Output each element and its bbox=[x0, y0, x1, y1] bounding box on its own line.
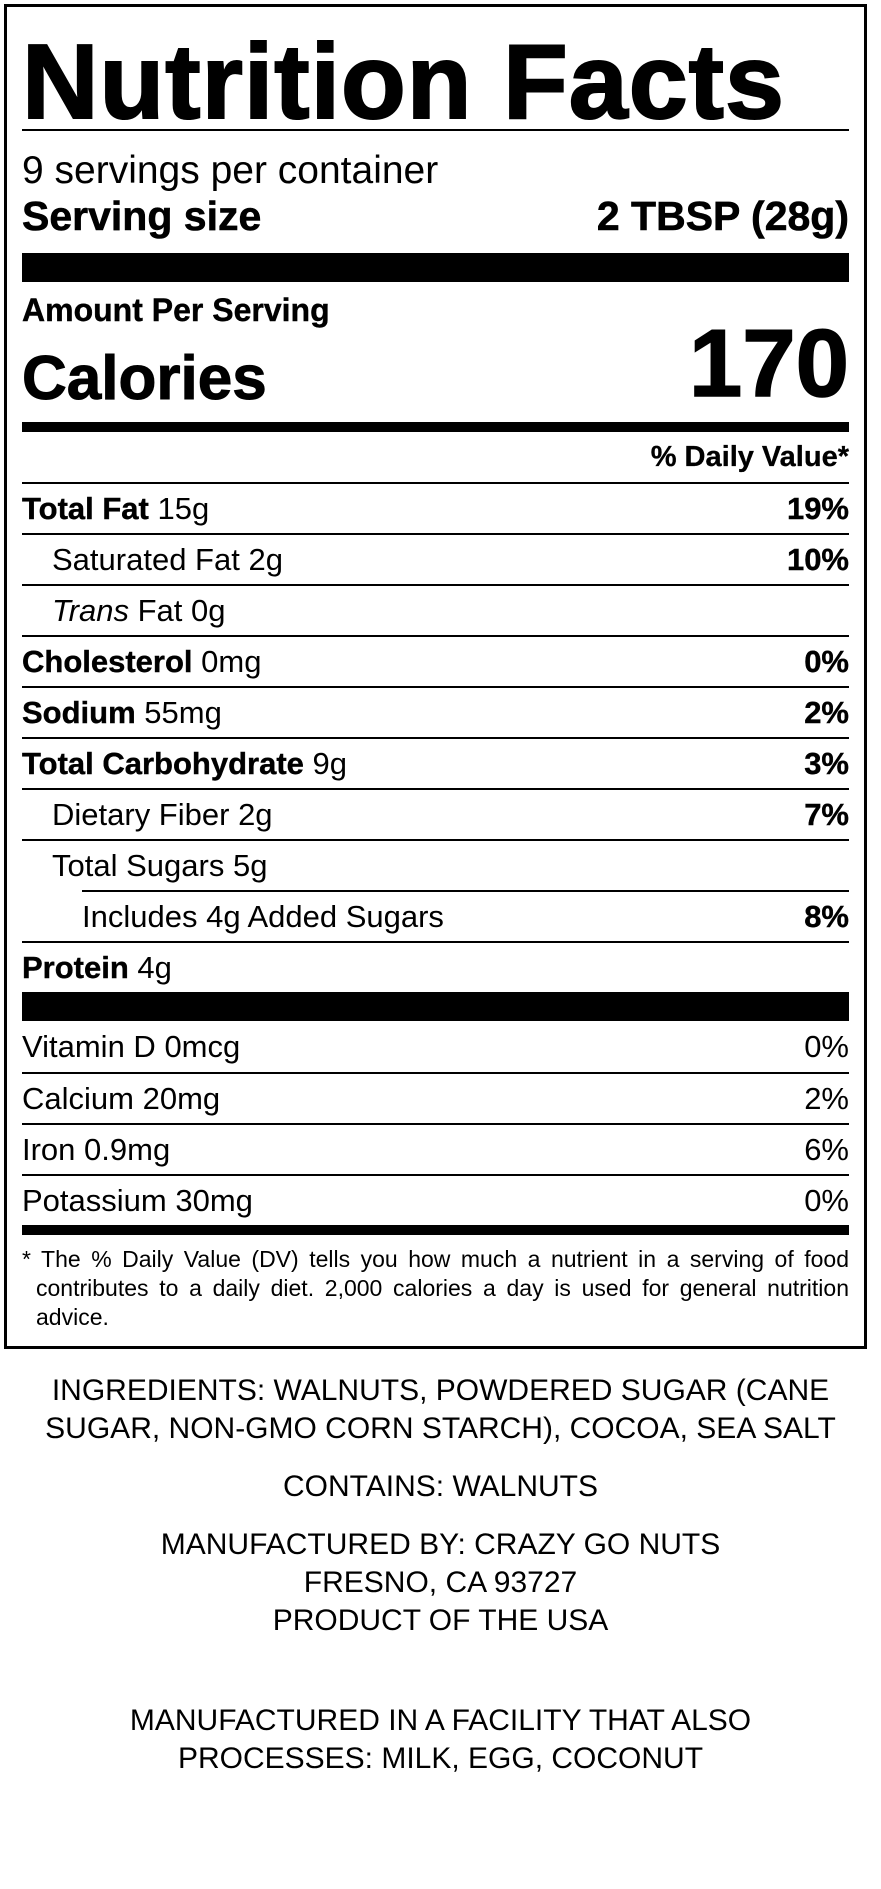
nutrient-name: Total Carbohydrate bbox=[22, 745, 304, 781]
nutrient-dv: 10% bbox=[786, 541, 849, 577]
vitamin-name: Iron bbox=[22, 1131, 76, 1167]
nutrient-name-suffix: Fat bbox=[137, 592, 183, 628]
nutrient-name: Includes 4g Added Sugars bbox=[82, 898, 444, 934]
nutrient-amount: 4g bbox=[137, 949, 172, 985]
nutrient-amount: 55mg bbox=[144, 694, 222, 730]
nutrient-dv: 2% bbox=[804, 694, 849, 730]
nutrient-name: Protein bbox=[22, 949, 129, 985]
facility-line-1: MANUFACTURED IN A FACILITY THAT ALSO bbox=[129, 1704, 752, 1737]
nutrient-name: Total Sugars bbox=[52, 847, 225, 883]
nutrient-dv: 0% bbox=[804, 643, 849, 679]
medium-divider bbox=[22, 422, 849, 432]
nutrient-name: Saturated Fat bbox=[52, 541, 240, 577]
nutrient-amount: 15g bbox=[157, 490, 210, 526]
thick-divider bbox=[22, 992, 849, 1021]
vitamin-amount: 20mg bbox=[142, 1080, 221, 1116]
nutrient-row-dietary-fiber bbox=[22, 788, 849, 839]
serving-size-value: 2 TBSP (28g) bbox=[596, 193, 849, 239]
nutrient-amount: 5g bbox=[232, 847, 268, 883]
daily-value-header: % Daily Value* bbox=[650, 441, 849, 473]
nutrient-row-total-sugars bbox=[22, 839, 849, 890]
calories-label: Calories bbox=[22, 344, 267, 413]
nutrient-row-protein bbox=[22, 941, 849, 992]
nutrient-row-cholesterol bbox=[22, 635, 849, 686]
vitamin-amount: 30mg bbox=[175, 1182, 253, 1218]
nutrient-row-trans-fat bbox=[22, 584, 849, 635]
vitamin-name: Vitamin D bbox=[22, 1028, 156, 1064]
vitamin-dv: 2% bbox=[804, 1080, 849, 1116]
nutrient-dv: 3% bbox=[804, 745, 849, 781]
nutrient-row-sodium bbox=[22, 686, 849, 737]
panel-title: Nutrition Facts bbox=[22, 23, 785, 141]
manufacturer-block bbox=[0, 1526, 881, 1640]
vitamin-amount: 0.9mg bbox=[84, 1131, 171, 1167]
vitamins-section bbox=[22, 1021, 849, 1225]
vitamin-row-iron bbox=[22, 1123, 849, 1174]
vitamin-name: Potassium bbox=[22, 1182, 167, 1218]
country-of-origin: PRODUCT OF THE USA bbox=[272, 1604, 609, 1637]
nutrient-row-total-carbohydrate bbox=[22, 737, 849, 788]
nutrient-name: Total Fat bbox=[22, 490, 149, 526]
vitamin-name: Calcium bbox=[22, 1080, 134, 1116]
servings-per-container: 9 servings per container bbox=[22, 149, 439, 192]
facility-statement bbox=[0, 1702, 881, 1778]
vitamin-amount: 0mcg bbox=[164, 1028, 241, 1064]
package-text bbox=[0, 1372, 881, 1778]
nutrient-name: Trans bbox=[52, 592, 129, 628]
medium-divider bbox=[22, 1225, 849, 1235]
nutrient-name: Dietary Fiber bbox=[52, 796, 230, 832]
vitamin-row-vitamin-d bbox=[22, 1021, 849, 1072]
serving-size-label: Serving size bbox=[22, 193, 262, 239]
nutrient-amount: 2g bbox=[238, 796, 273, 832]
nutrient-row-saturated-fat bbox=[22, 533, 849, 584]
vitamin-row-potassium bbox=[22, 1174, 849, 1225]
thick-divider bbox=[22, 253, 849, 282]
vitamin-dv: 6% bbox=[804, 1131, 849, 1167]
nutrient-amount: 0g bbox=[191, 592, 226, 628]
nutrient-amount: 2g bbox=[248, 541, 283, 577]
ingredients-text: INGREDIENTS: WALNUTS, POWDERED SUGAR (CANE SUGAR, NON-GMO CORN STARCH), COCOA, SEA SALT bbox=[45, 1374, 836, 1445]
nutrient-name: Sodium bbox=[22, 694, 136, 730]
daily-value-footnote: * The % Daily Value (DV) tells you how much a nutrient in a serving of food contributes to a daily diet. 2,000 calories a day is used for general nutrition advice. bbox=[22, 1246, 849, 1330]
manufacturer-name: MANUFACTURED BY: CRAZY GO NUTS bbox=[160, 1528, 721, 1561]
nutrient-row-added-sugars bbox=[82, 890, 849, 941]
vitamin-row-calcium bbox=[22, 1072, 849, 1123]
calories-value: 170 bbox=[688, 310, 849, 417]
manufacturer-address: FRESNO, CA 93727 bbox=[303, 1566, 578, 1599]
nutrient-dv: 19% bbox=[786, 490, 849, 526]
nutrient-dv: 8% bbox=[804, 898, 849, 934]
nutrition-facts-panel bbox=[4, 4, 867, 1349]
nutrient-amount: 0mg bbox=[201, 643, 262, 679]
nutrient-row-total-fat bbox=[22, 482, 849, 533]
allergen-contains: CONTAINS: WALNUTS bbox=[282, 1470, 598, 1503]
vitamin-dv: 0% bbox=[804, 1182, 849, 1218]
serving-size-row bbox=[22, 193, 849, 239]
vitamin-dv: 0% bbox=[804, 1028, 849, 1064]
nutrient-name: Cholesterol bbox=[22, 643, 193, 679]
nutrient-dv: 7% bbox=[804, 796, 849, 832]
amount-per-serving: Amount Per Serving bbox=[22, 292, 330, 328]
nutrient-amount: 9g bbox=[312, 745, 348, 781]
facility-line-2: PROCESSES: MILK, EGG, COCONUT bbox=[177, 1742, 704, 1775]
